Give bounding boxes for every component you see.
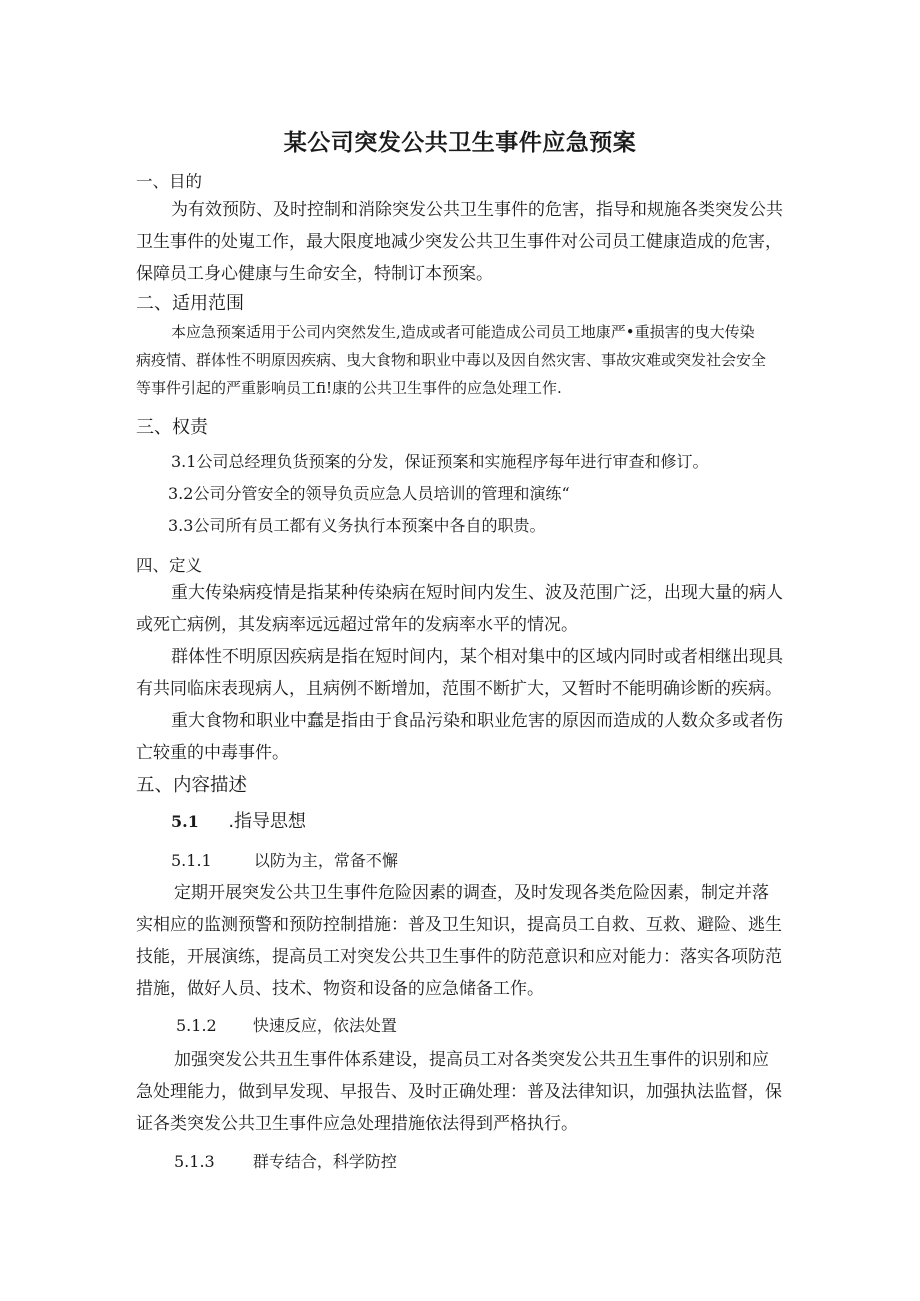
purpose-paragraph: [136, 194, 784, 290]
text-line: 急处理能力，做到早发现、早报告、及时正确处理：普及法律知识，加强执法监督，保: [136, 1082, 782, 1102]
section-heading-content: 五、内容描述: [136, 775, 248, 796]
definition-paragraph: [136, 577, 784, 641]
text-line: 为有效预防、及时控制和消除突发公共卫生事件的危害，指导和规施各类突发公共: [171, 200, 783, 220]
item-title: 群专结合，科学防控: [252, 1152, 397, 1171]
item-heading-5-1-3: [174, 1149, 397, 1172]
text-line: 定期开展突发公共卫生事件危险因素的调查，及时发现各类危险因素，制定并落: [174, 883, 769, 903]
text-line: 卫生事件的处嵬工作，最大限度地减少突发公共卫生事件对公司员工健康造成的危害，: [136, 232, 782, 252]
text-line: 措施，做好人员、技术、物资和设备的应急储备工作。: [136, 979, 544, 999]
section-heading-scope: 二、适用范围: [136, 293, 244, 314]
text-line: 亡较重的中毒事件。: [136, 743, 289, 763]
text-line: 有共同临床表现病人，且病例不断增加，范围不断扩大，又暂时不能明确诊断的疾病。: [136, 679, 782, 699]
subsection-heading-5-1: [171, 807, 306, 833]
text-line: 技能，开展演练，提高员工对突发公共卫生事件的防范意识和应对能力：落实各项防范: [136, 947, 782, 967]
text-line: 加强突发公共丑生事件体系建设，提高员工对各类突发公共丑生事件的识别和应: [174, 1050, 769, 1070]
text-line: 证各类突发公共卫生事件应急处理措施依法得到严格执行。: [136, 1114, 578, 1134]
duty-item-3-2: 3.2公司分管安全的领导负贡应急人员培训的管理和演练“: [168, 484, 570, 503]
text-line: 重大传染病疫情是指某种传染病在短时间内发生、波及范围广泛，出现大量的病人: [171, 583, 783, 603]
subsection-title: .指导思想: [228, 811, 307, 832]
text-line: 或死亡病例，其发病率远远超过常年的发病率水平的情况。: [136, 615, 578, 635]
section-heading-definitions: 四、定义: [136, 556, 202, 575]
item-heading-5-1-1: [171, 848, 398, 871]
item-number: 5.1.3: [174, 1152, 215, 1171]
section-heading-purpose: 一、目的: [136, 172, 202, 191]
definition-paragraph: [136, 705, 784, 769]
item-title: 以防为主，常备不懈: [253, 851, 398, 870]
item-number: 5.1.1: [171, 851, 212, 870]
duty-item-3-1: 3.1公司总经理负货预案的分发，保证预案和实施程序每年进行审查和修订。: [171, 452, 709, 471]
duty-item-3-3: 3.3公司所有员工都有义务执行本预案中各自的职贵。: [168, 516, 546, 535]
text-line: 重大食物和职业中蠢是指由于食品污染和职业危害的原因而造成的人数众多或者伤: [171, 711, 783, 731]
item-title: 快速反应，依法处置: [252, 1016, 397, 1035]
text-line: 病疫情、群体性不明原因疾病、曳大食物和职业中毒以及因自然灾害、事故灾难或突发社会安全: [136, 351, 767, 369]
text-line: 等事件引起的严重影响员工fi!康的公共卫生事件的应急处理工作.: [136, 379, 562, 397]
subsection-number: 5.1: [171, 812, 199, 831]
document-title: 某公司突发公共卫生事件应急预案: [283, 130, 637, 156]
item-paragraph: [136, 1044, 784, 1140]
item-heading-5-1-2: [176, 1013, 397, 1036]
item-number: 5.1.2: [176, 1016, 217, 1035]
item-paragraph: [136, 877, 784, 1005]
scope-paragraph: [136, 318, 784, 402]
section-heading-duties: 三、权责: [136, 417, 208, 438]
text-line: 群体性不明原因疾病是指在短时间内，某个相对集中的区域内同时或者相继出现具: [171, 647, 783, 667]
definition-paragraph: [136, 641, 784, 705]
text-line: 实相应的监测预警和预防控制措施：普及卫生知识，提高员工自救、互救、避险、逃生: [136, 915, 782, 935]
text-line: 保障员工身心健康与生命安全，特制订本预案。: [136, 264, 493, 284]
text-line: 本应急预案适用于公司内突然发生,造成或者可能造成公司员工地康严•重损害的曳大传染: [171, 323, 755, 341]
